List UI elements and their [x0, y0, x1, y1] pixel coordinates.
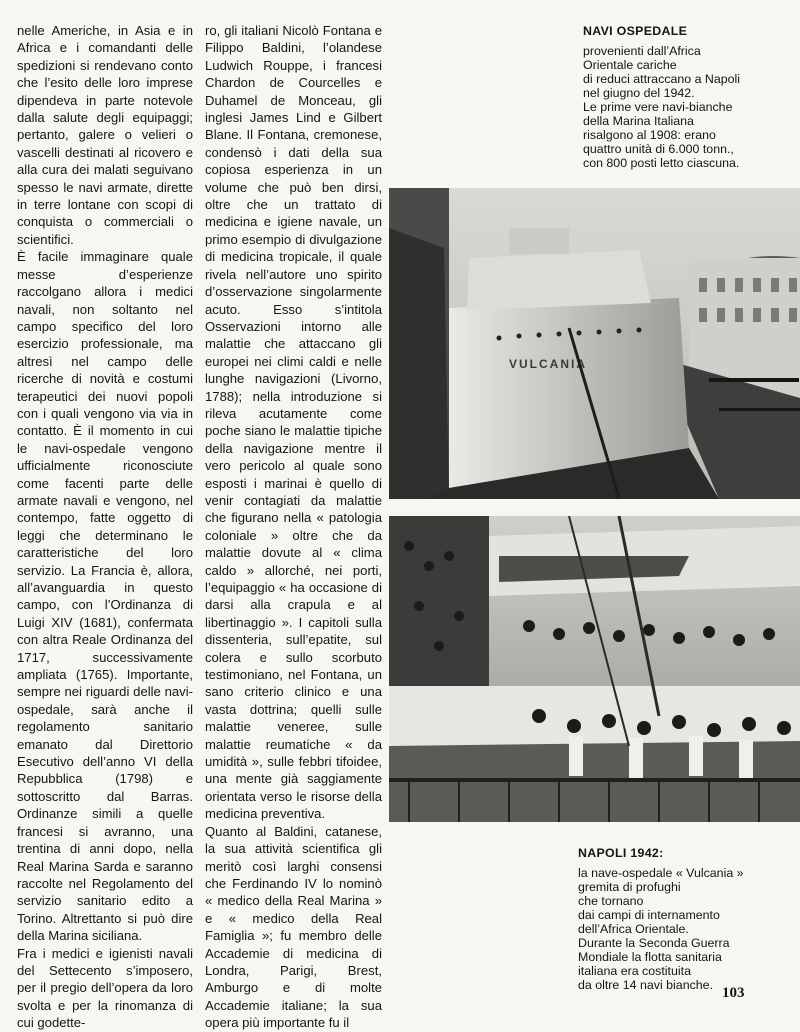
caption-line: provenienti dall’Africa: [583, 44, 701, 58]
caption-line: di reduci attraccano a Napoli: [583, 72, 741, 86]
caption-line: Mondiale la flotta sanitaria: [578, 950, 722, 964]
caption-title: NAPOLI 1942:: [578, 846, 664, 860]
text-column-left: [17, 22, 193, 1032]
hull-lettering: VULCANIA: [509, 357, 587, 371]
caption-title: NAVI OSPEDALE: [583, 24, 688, 38]
caption-bottom: [578, 846, 793, 992]
photo-hospital-ship-docking: [389, 188, 800, 499]
caption-line: dell’Africa Orientale.: [578, 922, 689, 936]
paragraph: ro, gli italiani Nicolò Fontana e Filippo Baldini, l’olandese Ludwich Rouppe, i francesi Chardon de Courcelles e Duhamel de Monceau, gli inglesi James Lind e Gilbert Blane. Il Fontana, cremonese, condensò i dati della sua copiosa esperienza in un volume che può ben dirsi, oltre che un trattato di medicina e igiene navale, un primo esempio di divulgazione di medicina tropicale, il quale rivela nell’autore uno spirito d’osservazione singolarmente acuto. Esso s’intitola Osservazioni intorno alle malattie che attaccano gli europei nei climi caldi e nelle lunghe navigazioni (Livorno, 1788); nella introduzione si rileva acutamente come poche siano le malattie tipiche della navigazione mentre il vero pericolo al quale sono esposti i marinai è quello di venir contagiati da malattie che figurano nella « patologia coloniale » oltre che da malattie dovute al « clima caldo » allorché, nei porti, l’equipaggio « ha occasione di darsi alla crapula e al libertinaggio ». I capitoli sulla dissenteria, sull’epatite, sul colera e sullo scorbuto testimoniano, nel Fontana, un sano criterio clinico e una vasta dottrina; quelli sulle malattie veneree, sulle malattie reumatiche « da umidità », sulle febbri tifoidee, una mente già saggiamente orientata verso le risorse della medicina preventiva.: [205, 23, 382, 822]
caption-line: Le prime vere navi-bianche: [583, 100, 733, 114]
caption-line: risalgono al 1908: erano: [583, 128, 716, 142]
caption-line: gremita di profughi: [578, 880, 681, 894]
caption-line: italiana era costituita: [578, 964, 691, 978]
photo-illustration: [389, 516, 800, 822]
caption-line: da oltre 14 navi bianche.: [578, 978, 714, 992]
caption-line: con 800 posti letto ciascuna.: [583, 156, 740, 170]
caption-line: quattro unità di 6.000 tonn.,: [583, 142, 734, 156]
page-number: 103: [722, 985, 745, 1001]
paragraph: nelle Americhe, in Asia e in Africa e i comandanti delle spedizioni si rendevano conto che l’esito delle loro imprese dipendeva in parte notevole dalla salute degli equipaggi; pertanto, galere o velieri o vascelli destinati al ricovero e alla cura dei malati seguivano spesso le navi armate, dirette in terre lontane con scopi di conquista o commerciali o scientifici.: [17, 23, 193, 247]
paragraph: È facile immaginare quale messe d’esperienze raccolgano allora i medici navali, non soltanto nel campo specifico del loro esercizio professionale, ma altresì nel campo delle ricerche di novità e costumi terapeutici dei nuovi popoli con i quali vengono via via in contatto. È il momento in cui le navi-ospedale vengono ufficialmente riconosciute come facenti parte delle armate navali e vengono, nel contempo, fatte oggetto di leggi che determinano le caratteristiche del loro servizio. La Francia è, allora, all’avanguardia in questo campo, con l’Ordinanza di Luigi XIV (1681), confermata con altra Reale Ordinanza del 1717, successivamente ampliata (1765). Importante, sempre nei riguardi delle navi-ospedale, sarà anche il regolamento sanitario emanato dal Direttorio Esecutivo dell’anno VI della Repubblica (1798) e sottoscritto dal Barras. Ordinanze simili a quelle francesi si avranno, una trentina di anni dopo, nella Real Marina Sarda e saranno raccolte nel Regolamento del servizio sanitario edito a Torino. Altrettanto si può dire della Marina siciliana.: [17, 249, 193, 944]
photo-crowded-deck: [389, 516, 800, 822]
caption-line: che tornano: [578, 894, 644, 908]
caption-line: della Marina Italiana: [583, 114, 694, 128]
text-column-right: [205, 22, 382, 1032]
caption-line: nel giugno del 1942.: [583, 86, 695, 100]
photo-illustration: [389, 188, 800, 499]
paragraph: Fra i medici e igienisti navali del Settecento s’imposero, per il pregio dell’opera da loro svolta e per la rinomanza di cui godette-: [17, 945, 193, 1031]
caption-line: Durante la Seconda Guerra: [578, 936, 730, 950]
caption-line: la nave-ospedale « Vulcania »: [578, 866, 744, 880]
caption-top: [583, 24, 793, 170]
caption-line: dai campi di internamento: [578, 908, 720, 922]
caption-line: Orientale cariche: [583, 58, 677, 72]
paragraph: Quanto al Baldini, catanese, la sua attività scientifica gli meritò così larghi consensi che Ferdinando IV lo nominò « medico della Real Marina » e « medico della Real Famiglia »; fu membro delle Accademie di medicina di Londra, Parigi, Brest, Amburgo e di molte Accademie italiane; la sua opera più importante fu il: [205, 823, 382, 1031]
